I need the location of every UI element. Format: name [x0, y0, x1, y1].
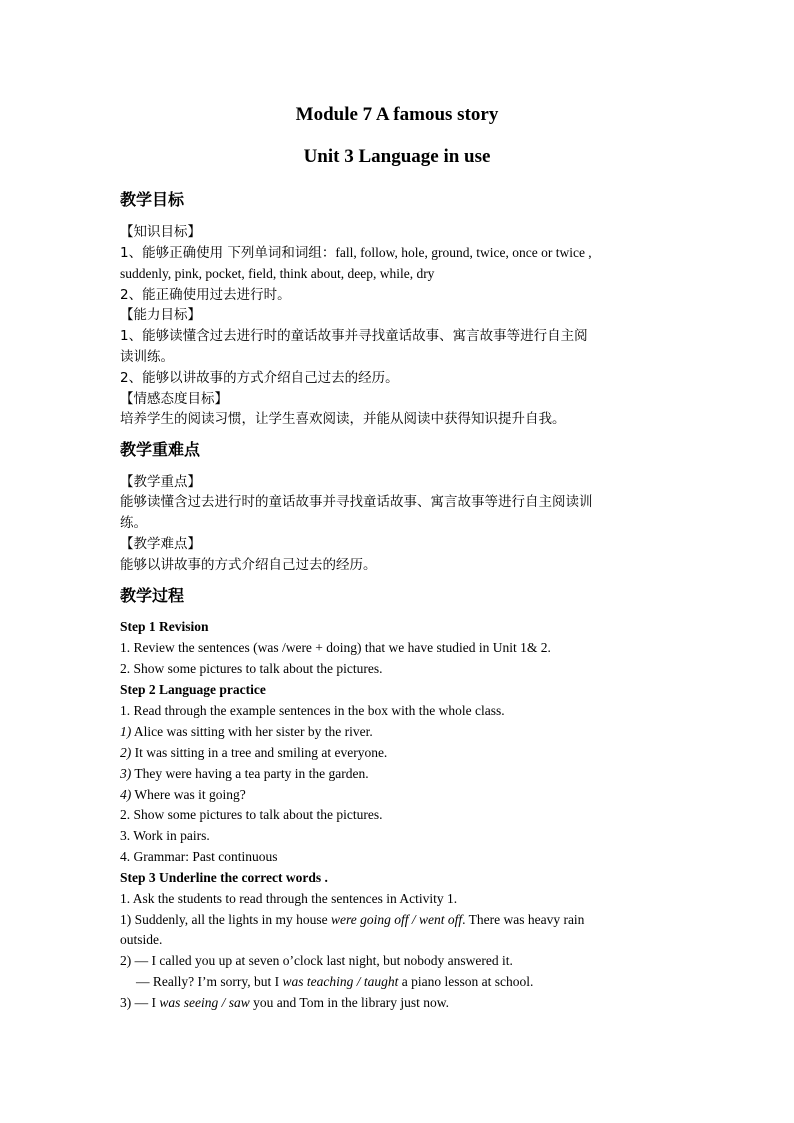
example-4-number: 4) — [120, 787, 132, 802]
step1-line-1: 1. Review the sentences (was /were + doing) that we have studied in Unit 1& 2. — [120, 640, 551, 655]
difficulty-label: 【教学难点】 — [120, 536, 201, 552]
question-1-text: 1) Suddenly, all the lights in my house — [120, 912, 331, 927]
step3-question-1-cont: outside. — [120, 932, 163, 947]
emotion-label: 【情感态度目标】 — [120, 391, 228, 407]
difficulty-text: 能够以讲故事的方式介绍自己过去的经历。 — [120, 557, 377, 573]
ability-item-1-cont: 读训练。 — [120, 349, 174, 365]
knowledge-item-1 — [120, 243, 680, 264]
step2-example-1 — [120, 722, 680, 742]
emotion-item-1: 培养学生的阅读习惯，让学生喜欢阅读，并能从阅读中获得知识提升自我。 — [120, 411, 566, 427]
step1-line-2: 2. Show some pictures to talk about the pictures. — [120, 661, 383, 676]
step2-line-2: 2. Show some pictures to talk about the pictures. — [120, 807, 383, 822]
ability-item-2: 2、能够以讲故事的方式介绍自己过去的经历。 — [120, 370, 399, 386]
document-title: Module 7 A famous story — [295, 104, 499, 125]
example-3-number: 3) — [120, 766, 132, 781]
question-1-text-end: . There was heavy rain — [462, 912, 585, 927]
example-4-text: Where was it going? — [131, 787, 246, 802]
knowledge-item-1-words: fall, follow, hole, ground, twice, once or twice , — [335, 245, 592, 260]
key-points-heading: 教学重难点 — [120, 440, 201, 459]
example-2-number: 2) — [120, 745, 132, 760]
knowledge-label: 【知识目标】 — [120, 224, 201, 240]
example-1-text: Alice was sitting with her sister by the river. — [131, 724, 373, 739]
step3-title: Step 3 Underline the correct words . — [120, 870, 328, 885]
knowledge-item-1-words-cont: suddenly, pink, pocket, field, think about, deep, while, dry — [120, 266, 435, 281]
knowledge-item-2: 2、能正确使用过去进行时。 — [120, 287, 291, 303]
ability-label: 【能力目标】 — [120, 307, 201, 323]
step3-question-1 — [120, 910, 680, 930]
question-2-options: was teaching / taught — [282, 974, 399, 989]
question-1-options: were going off / went off — [330, 912, 463, 927]
example-1-number: 1) — [120, 724, 132, 739]
document-subtitle: Unit 3 Language in use — [303, 146, 491, 167]
example-2-text: It was sitting in a tree and smiling at everyone. — [131, 745, 388, 760]
step1-title: Step 1 Revision — [120, 619, 209, 634]
focus-label: 【教学重点】 — [120, 474, 201, 490]
ability-item-1: 1、能够读懂含过去进行时的童话故事并寻找童话故事、寓言故事等进行自主阅 — [120, 328, 588, 344]
knowledge-item-1-cn: 1、能够正确使用 下列单词和词组： — [120, 245, 336, 261]
question-2-reply-text: — Really? I’m sorry, but I — [136, 974, 283, 989]
step2-line-4: 4. Grammar: Past continuous — [120, 849, 278, 864]
question-3-text: 3) — I — [120, 995, 160, 1010]
focus-text: 能够读懂含过去进行时的童话故事并寻找童话故事、寓言故事等进行自主阅读训 — [120, 494, 593, 510]
step3-question-2-reply — [120, 972, 696, 992]
objectives-heading: 教学目标 — [120, 190, 185, 209]
example-3-text: They were having a tea party in the garden. — [131, 766, 369, 781]
step2-example-4 — [120, 785, 680, 805]
step2-line-3: 3. Work in pairs. — [120, 828, 210, 843]
focus-text-cont: 练。 — [120, 515, 147, 531]
step2-line-1: 1. Read through the example sentences in the box with the whole class. — [120, 703, 505, 718]
step2-example-3 — [120, 764, 680, 784]
question-2-reply-end: a piano lesson at school. — [398, 974, 534, 989]
question-3-text-end: you and Tom in the library just now. — [249, 995, 450, 1010]
process-heading: 教学过程 — [120, 586, 185, 605]
step3-question-2: 2) — I called you up at seven o’clock last night, but nobody answered it. — [120, 953, 513, 968]
step3-question-3 — [120, 993, 680, 1013]
step2-example-2 — [120, 743, 680, 763]
question-3-options: was seeing / saw — [159, 995, 250, 1010]
step2-title: Step 2 Language practice — [120, 682, 266, 697]
step3-line-1: 1. Ask the students to read through the sentences in Activity 1. — [120, 891, 458, 906]
